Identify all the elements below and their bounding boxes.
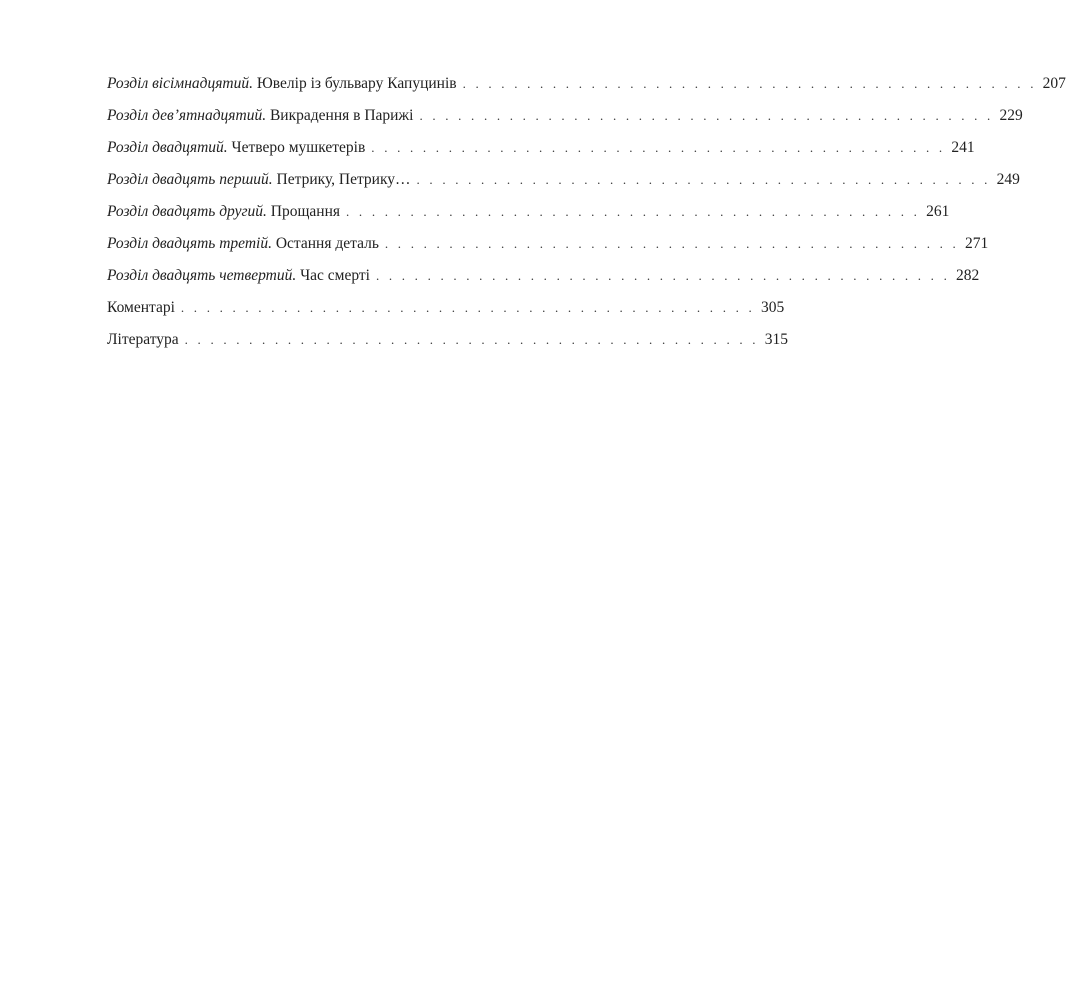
chapter-title: Остання деталь [275,235,379,252]
chapter-title: Прощання [270,203,341,220]
page-number: 271 [964,235,989,252]
chapter-title: Література [107,331,179,348]
chapter-title: Петрику, Петрику… [276,171,411,188]
toc-entry-chapter-23[interactable] [107,228,989,260]
toc-entry-literature[interactable] [107,324,788,356]
page-number: 282 [956,267,980,284]
chapter-prefix: Розділ двадцять перший. [107,171,273,188]
chapter-title: Час смерті [300,267,370,284]
page-number: 229 [999,107,1023,124]
toc-entry-commentary[interactable] [107,292,785,324]
dot-leader: . . . . . . . . . . . . . . . . . . . . . . . . . . . . . . . . . . . . . . . . . . . . . [346,204,921,219]
entry-label [107,100,413,132]
toc-entry-chapter-20[interactable] [107,132,975,164]
dot-leader: . . . . . . . . . . . . . . . . . . . . . . . . . . . . . . . . . . . . . . . . . . . . . [384,236,959,251]
page-number: 207 [1042,75,1066,92]
entry-label [107,228,379,260]
dot-leader: . . . . . . . . . . . . . . . . . . . . . . . . . . . . . . . . . . . . . . . . . . . . . [180,300,755,315]
page-number: 249 [996,171,1020,188]
toc-entry-chapter-22[interactable] [107,196,950,228]
dot-leader: . . . . . . . . . . . . . . . . . . . . . . . . . . . . . . . . . . . . . . . . . . . . . [416,172,991,187]
table-of-contents [107,68,1066,356]
dot-leader: . . . . . . . . . . . . . . . . . . . . . . . . . . . . . . . . . . . . . . . . . . . . . [375,268,951,283]
dot-leader: . . . . . . . . . . . . . . . . . . . . . . . . . . . . . . . . . . . . . . . . . . . . . [419,108,994,123]
entry-label [107,260,370,292]
toc-entry-chapter-19[interactable] [107,100,1023,132]
chapter-prefix: Розділ двадцятий. [107,139,228,156]
chapter-prefix: Розділ дев’ятнадцятий. [107,107,267,124]
toc-entry-chapter-21[interactable] [107,164,1020,196]
toc-entry-chapter-24[interactable] [107,260,980,292]
chapter-prefix: Розділ двадцять другий. [107,203,267,220]
page-number: 305 [760,299,785,316]
chapter-title: Четверо мушкетерів [231,139,366,156]
chapter-prefix: Розділ двадцять третій. [107,235,272,252]
entry-label [107,164,411,196]
entry-label [107,68,457,100]
entry-label [107,292,175,324]
dot-leader: . . . . . . . . . . . . . . . . . . . . . . . . . . . . . . . . . . . . . . . . . . . . . [371,140,946,155]
entry-label [107,324,179,356]
chapter-title: Ювелір із бульвару Капуцинів [256,75,457,92]
page-number: 241 [951,139,975,156]
chapter-prefix: Розділ двадцять четвертий. [107,267,297,284]
entry-label [107,132,365,164]
chapter-title: Коментарі [107,299,175,316]
chapter-prefix: Розділ вісімнадцятий. [107,75,253,92]
entry-label [107,196,340,228]
page-number: 315 [764,331,788,348]
toc-entry-chapter-18[interactable] [107,68,1066,100]
page-number: 261 [926,203,950,220]
dot-leader: . . . . . . . . . . . . . . . . . . . . . . . . . . . . . . . . . . . . . . . . . . . . . [184,332,759,347]
dot-leader: . . . . . . . . . . . . . . . . . . . . . . . . . . . . . . . . . . . . . . . . . . . . . [462,76,1037,91]
chapter-title: Викрадення в Парижі [269,107,414,124]
